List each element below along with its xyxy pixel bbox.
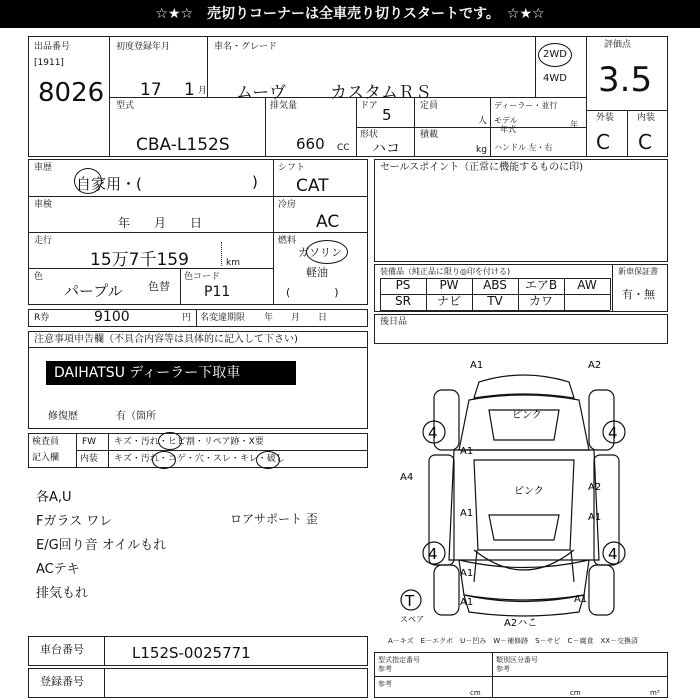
- handwritten-note: 排気もれ: [36, 586, 89, 601]
- tire-mark-rear-left: 4: [428, 545, 438, 563]
- damage-mark-4: A1: [460, 508, 474, 519]
- transfer-date: 年 月 日: [264, 313, 328, 323]
- fuel-circle: [306, 240, 348, 264]
- model-year-label: モデル: [494, 116, 518, 125]
- color-replace-label: 色替: [148, 280, 170, 293]
- capacity-unit: 人: [478, 116, 488, 126]
- equipment-item: ABS: [483, 278, 507, 292]
- history-close: ): [252, 173, 258, 191]
- fuel-diesel: 軽油: [306, 266, 328, 279]
- damage-mark-9: A1: [574, 594, 588, 605]
- handwritten-note: E/G回り音 オイルもれ: [36, 538, 167, 553]
- cm-unit-2: cm: [570, 689, 581, 697]
- notes-label: 注意事項申告欄（不具合内容等は具体的に記入して下さい): [34, 334, 298, 345]
- damage-mark-7: A1: [460, 446, 474, 457]
- damage-mark-3: A4: [400, 472, 414, 483]
- handwritten-note: ACテキ: [36, 562, 80, 577]
- tire-mark-front-right: 4: [608, 424, 618, 442]
- inspection-label: 車検: [34, 200, 53, 210]
- post-items-box: [374, 314, 668, 344]
- lot-label: 出品番号: [34, 42, 71, 52]
- sales-point-label: セールスポイント（正常に機能するものに印): [380, 162, 584, 173]
- first-reg-label: 初度登録年月: [116, 42, 171, 52]
- m3-unit: m³: [650, 689, 660, 697]
- car-name-label: 車名・グレード: [214, 42, 278, 52]
- handle-label: ハンドル 左・右: [494, 143, 553, 152]
- color-value: パープル: [64, 282, 123, 300]
- equipment-item: TV: [487, 294, 503, 308]
- warranty-value: 有・無: [622, 288, 655, 301]
- inspector-label-2: 記入欄: [32, 453, 60, 463]
- spare-label: スペア: [400, 615, 424, 624]
- doors-value: 5: [382, 106, 392, 124]
- recycle-yen: 円: [182, 313, 192, 323]
- mileage-value: 15万7千159: [90, 250, 189, 270]
- mark-circle-2: [152, 451, 176, 469]
- sales-point-box: [374, 159, 668, 262]
- capacity-label: 定員: [420, 101, 439, 111]
- month-unit: 月: [198, 86, 208, 96]
- model-code: CBA-L152S: [136, 135, 230, 155]
- recycle-label: R券: [34, 313, 50, 323]
- model-label: 型式: [116, 101, 135, 111]
- car-damage-diagram: [374, 350, 668, 630]
- model-designation-label: 型式指定番号: [378, 656, 420, 664]
- damage-mark-6: A1: [588, 512, 602, 523]
- load-label: 積載: [420, 130, 439, 140]
- cm-unit-1: cm: [470, 689, 481, 697]
- equipment-item: SR: [395, 294, 411, 308]
- equipment-item: ナビ: [436, 294, 461, 308]
- km-unit: km: [226, 258, 240, 268]
- car-name: ムーヴ: [236, 83, 287, 103]
- damage-mark-1: A1: [470, 360, 484, 371]
- chassis-label: 車台番号: [40, 643, 84, 656]
- handwritten-note: Fガラス ワレ: [36, 514, 113, 529]
- category-label: 類別区分番号: [496, 656, 538, 664]
- history-circle: [74, 168, 102, 194]
- damage-mark-8: A1: [460, 568, 474, 579]
- color-code: P11: [204, 284, 231, 300]
- lot-number: 8026: [38, 78, 105, 108]
- shift-label: シフト: [278, 163, 306, 173]
- inspector-label-1: 検査員: [32, 437, 60, 447]
- displacement-value: 660: [296, 135, 325, 153]
- model-year-label2: 年式: [500, 125, 516, 134]
- banner: ☆★☆ 売切りコーナーは全車売り切りスタートです。 ☆★☆: [0, 0, 700, 28]
- damage-mark-5: A2: [588, 482, 602, 493]
- car-grade: カスタムＲＳ: [330, 83, 432, 103]
- fuel-label: 燃料: [278, 236, 297, 246]
- drive-2wd: 2WD: [543, 49, 567, 60]
- kg-unit: kg: [476, 145, 487, 155]
- spare-mark: T: [405, 592, 415, 610]
- damage-legend: A－キズ E－エクボ U－凹み W－補修跡 S－サビ C－腐食 XX－交換済: [388, 637, 639, 645]
- exterior-grade: C: [596, 130, 610, 154]
- equipment-item: AW: [577, 278, 597, 292]
- color-label: 色: [34, 272, 44, 282]
- recycle-value: 9100: [94, 309, 130, 325]
- body-note: ピンク: [514, 486, 544, 497]
- color-code-label: 色コード: [184, 272, 221, 282]
- history-label: 車歴: [34, 163, 53, 173]
- warranty-label: 新車保証書: [618, 267, 658, 276]
- repair-value: 有（箇所: [116, 411, 156, 422]
- fuel-paren: ( ): [286, 286, 339, 299]
- dealer-trade-in-note: DAIHATSU ディーラー下取車: [46, 361, 296, 385]
- doors-label: ドア: [360, 101, 378, 111]
- inspector-row-2: キズ・汚れ・コゲ・穴・スレ・キレ・破し: [114, 454, 285, 464]
- damage-mark-2: A2: [588, 360, 602, 371]
- first-reg-month: 1: [184, 80, 195, 100]
- equipment-item: エアB: [524, 278, 558, 292]
- first-reg-year: 17: [140, 80, 162, 100]
- shape-label: 形状: [360, 130, 379, 140]
- mark-circle-3: [256, 451, 280, 469]
- ref-label-2: 参考: [496, 665, 510, 673]
- history-value: 自家用・(: [76, 175, 142, 193]
- inspector-interior: 内装: [80, 454, 99, 464]
- handwritten-note: 各A,U: [36, 490, 72, 505]
- post-items-label: 後日品: [380, 317, 408, 327]
- mileage-label: 走行: [34, 236, 53, 246]
- lot-bracket: [1911]: [34, 58, 64, 68]
- ref-label-3: 参考: [378, 680, 392, 688]
- ac-label: 冷房: [278, 200, 297, 210]
- equipment-item: PS: [395, 278, 411, 292]
- drive-circle: [538, 43, 572, 67]
- registration-label: 登録番号: [40, 675, 84, 688]
- chassis-value: L152S-0025771: [132, 644, 251, 662]
- damage-mark-11: A2ハこ: [504, 618, 538, 629]
- dealer-label: ディーラー・並行: [494, 101, 558, 110]
- interior-grade: C: [638, 130, 652, 154]
- year-unit: 年: [570, 120, 578, 129]
- repair-label: 修復歴: [48, 411, 78, 422]
- equipment-item: カワ: [528, 294, 553, 308]
- displacement-label: 排気量: [270, 101, 298, 111]
- ref-label-1: 参考: [378, 665, 392, 673]
- transfer-label: 名変違期限: [200, 313, 246, 323]
- roof-note: ピンク: [512, 410, 542, 421]
- score-value: 3.5: [598, 60, 653, 100]
- lower-support-note: ロアサポート 歪: [230, 512, 318, 526]
- inspector-fw: FW: [82, 437, 97, 447]
- inspection-date: 年 月 日: [118, 216, 203, 230]
- tire-mark-front-left: 4: [428, 424, 438, 442]
- fuel-gasoline: ガソリン: [298, 246, 342, 259]
- equipment-label: 装備品（純正品に限り◎印を付ける): [380, 267, 511, 276]
- tire-mark-rear-right: 4: [608, 545, 618, 563]
- interior-label: 内装: [637, 113, 656, 123]
- mark-circle-1: [158, 432, 182, 450]
- inspector-row-1: キズ・汚れ・ヒビ割・リペア跡・X要: [114, 437, 264, 447]
- shape-value: ハコ: [372, 141, 400, 157]
- cc-unit: CC: [337, 143, 350, 153]
- shift-value: CAT: [296, 176, 329, 196]
- equipment-item: PW: [439, 278, 459, 292]
- ac-value: AC: [316, 212, 340, 232]
- score-label: 評価点: [604, 40, 632, 50]
- drive-4wd: 4WD: [543, 73, 567, 84]
- damage-mark-10: A1: [460, 597, 474, 608]
- exterior-label: 外装: [596, 113, 615, 123]
